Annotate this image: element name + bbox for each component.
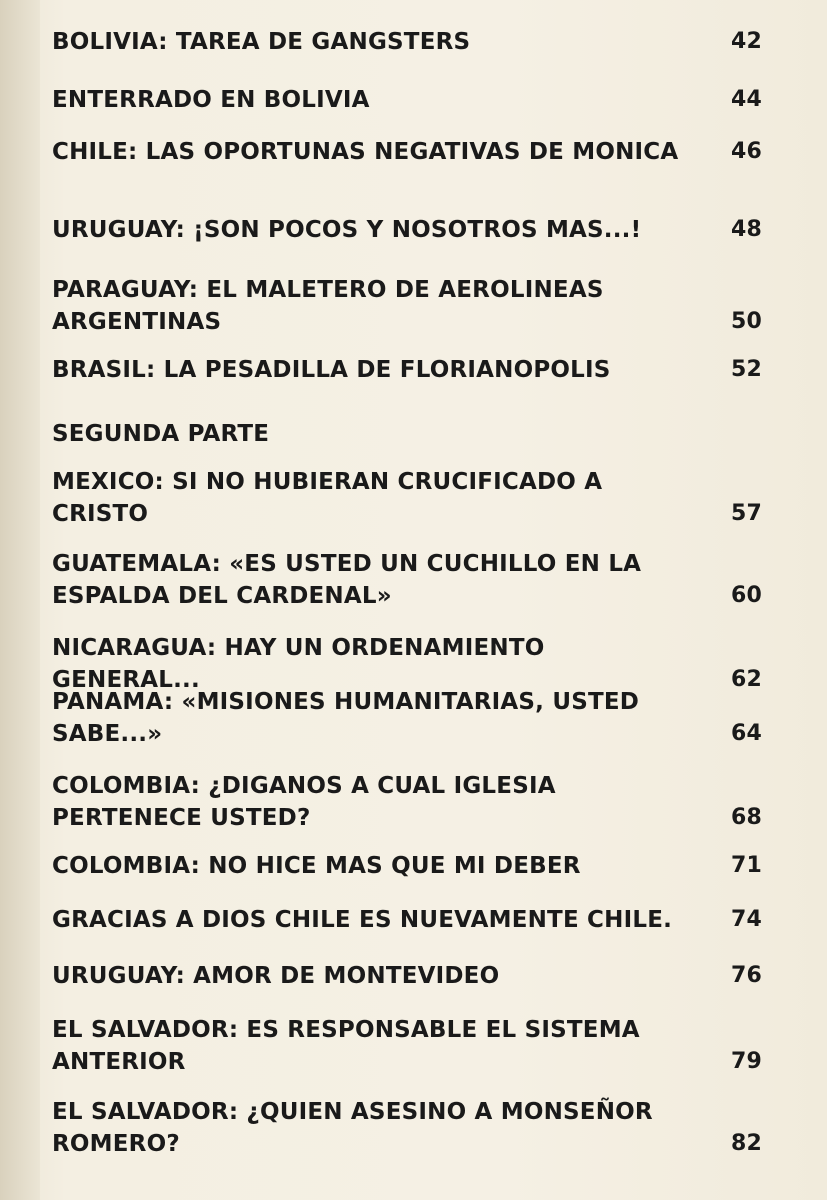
toc-entry-title: EL SALVADOR: ¿QUIEN ASESINO A MONSEÑOR ROMERO? bbox=[52, 1099, 653, 1157]
toc-entry-page: 64 bbox=[730, 721, 762, 746]
toc-entry-title: URUGUAY: ¡SON POCOS Y NOSOTROS MAS...! bbox=[52, 217, 642, 243]
toc-entry-2 bbox=[52, 84, 772, 116]
toc-entry-15 bbox=[52, 960, 772, 992]
toc-entry-page: 82 bbox=[730, 1131, 762, 1156]
toc-entry-title: NICARAGUA: HAY UN ORDENAMIENTO GENERAL... bbox=[52, 635, 545, 693]
toc-entry-page: 76 bbox=[730, 963, 762, 988]
toc-entry-title: GRACIAS A DIOS CHILE ES NUEVAMENTE CHILE. bbox=[52, 907, 673, 933]
page-spine-shadow bbox=[0, 0, 40, 1200]
toc-entry-title: GUATEMALA: «ES USTED UN CUCHILLO EN LA ESPALDA DEL CARDENAL» bbox=[52, 551, 642, 609]
toc-entry-17 bbox=[52, 1096, 772, 1160]
toc-entry-page: 62 bbox=[730, 667, 762, 692]
toc-entry-page: 71 bbox=[730, 853, 762, 878]
toc-entry-title: COLOMBIA: ¿DIGANOS A CUAL IGLESIA PERTENECE USTED? bbox=[52, 773, 556, 831]
toc-entry-9 bbox=[52, 548, 772, 612]
toc-entry-5 bbox=[52, 274, 772, 338]
toc-entry-title: CHILE: LAS OPORTUNAS NEGATIVAS DE MONICA bbox=[52, 139, 679, 165]
toc-entry-11 bbox=[52, 686, 772, 750]
toc-entry-page: 60 bbox=[730, 583, 762, 608]
toc-entry-page: 74 bbox=[730, 907, 762, 932]
toc-entry-6 bbox=[52, 354, 772, 386]
toc-entry-page: 44 bbox=[730, 87, 762, 112]
toc-entry-page: 50 bbox=[730, 309, 762, 334]
toc-entry-page: 46 bbox=[730, 139, 762, 164]
toc-entry-title: PANAMA: «MISIONES HUMANITARIAS, USTED SABE...» bbox=[52, 689, 640, 747]
toc-entry-title: COLOMBIA: NO HICE MAS QUE MI DEBER bbox=[52, 853, 581, 879]
toc-entry-12 bbox=[52, 770, 772, 834]
toc-entry-title: MEXICO: SI NO HUBIERAN CRUCIFICADO A CRISTO bbox=[52, 469, 603, 527]
toc-entry-title: EL SALVADOR: ES RESPONSABLE EL SISTEMA ANTERIOR bbox=[52, 1017, 640, 1075]
toc-entry-page: 48 bbox=[730, 217, 762, 242]
toc-entry-8 bbox=[52, 466, 772, 530]
toc-entry-page: 57 bbox=[730, 501, 762, 526]
toc-entry-13 bbox=[52, 850, 772, 882]
toc-entry-4 bbox=[52, 214, 772, 246]
toc-entry-title: BRASIL: LA PESADILLA DE FLORIANOPOLIS bbox=[52, 357, 611, 383]
toc-entry-page: 42 bbox=[730, 29, 762, 54]
toc-entry-14 bbox=[52, 904, 772, 936]
toc-entry-page: 68 bbox=[730, 805, 762, 830]
toc-entry-title: ENTERRADO EN BOLIVIA bbox=[52, 87, 370, 113]
toc-entry-title: PARAGUAY: EL MALETERO DE AEROLINEAS ARGENTINAS bbox=[52, 277, 604, 335]
toc-entry-16 bbox=[52, 1014, 772, 1078]
toc-entry-page: 79 bbox=[730, 1049, 762, 1074]
toc-entry-3 bbox=[52, 136, 772, 168]
toc-entry-title: BOLIVIA: TAREA DE GANGSTERS bbox=[52, 29, 471, 55]
toc-entry-title: SEGUNDA PARTE bbox=[52, 421, 270, 447]
toc-entry-title: URUGUAY: AMOR DE MONTEVIDEO bbox=[52, 963, 500, 989]
toc-section-heading bbox=[52, 418, 772, 450]
toc-entry-page: 52 bbox=[730, 357, 762, 382]
toc-entry-1 bbox=[52, 26, 772, 58]
